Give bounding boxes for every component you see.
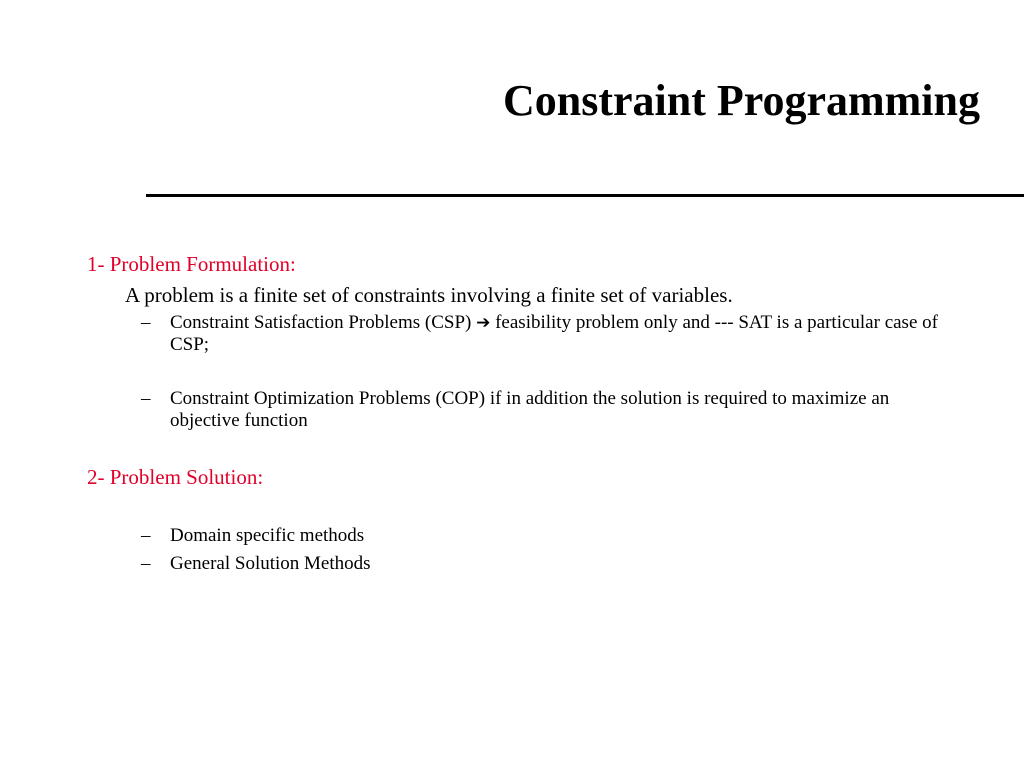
bullet-dash: – [141, 388, 151, 409]
section-heading-problem-solution: 2- Problem Solution: [87, 465, 264, 489]
bullet-text-after-arrow: feasibility problem only and --- SAT is a particular case of CSP; [170, 312, 938, 355]
bullet-text: General Solution Methods [170, 553, 371, 574]
list-item-cop [141, 388, 941, 432]
problem-definition: A problem is a finite set of constraints involving a finite set of variables. [125, 283, 733, 307]
title-divider [146, 194, 1024, 197]
list-item-csp [141, 312, 941, 356]
bullet-text-before-arrow: Constraint Satisfaction Problems (CSP) [170, 312, 477, 333]
section-heading-problem-formulation: 1- Problem Formulation: [87, 252, 296, 276]
bullet-dash: – [141, 553, 151, 574]
bullet-text: Domain specific methods [170, 525, 365, 546]
slide-title: Constraint Programming [502, 76, 980, 125]
bullet-text: Constraint Optimization Problems (COP) if in addition the solution is required to maximize an objective function [170, 388, 890, 431]
list-item-general-solution-methods [141, 553, 941, 575]
list-item-domain-specific-methods [141, 525, 941, 547]
right-arrow-icon: ➔ [476, 313, 491, 333]
bullet-text [170, 312, 941, 356]
bullet-dash: – [141, 312, 151, 333]
bullet-dash: – [141, 525, 151, 546]
